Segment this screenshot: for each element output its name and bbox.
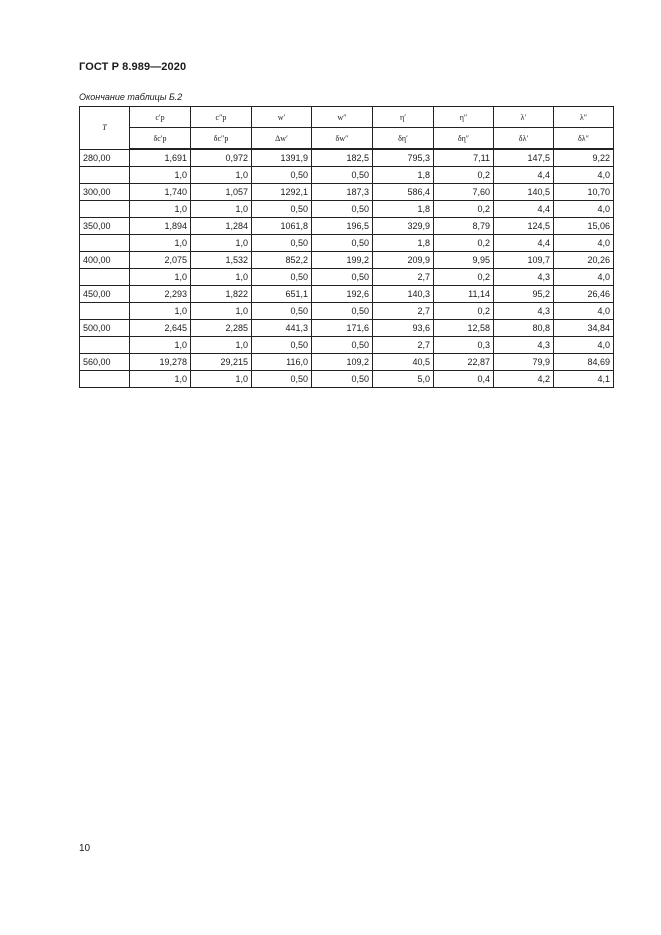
value-cell: 4,0 bbox=[554, 269, 614, 286]
table-row bbox=[80, 218, 614, 235]
temperature-cell bbox=[80, 337, 130, 354]
value-cell: 0,2 bbox=[434, 303, 494, 320]
value-cell: 2,293 bbox=[130, 286, 191, 303]
header-cell: Δw′ bbox=[252, 128, 312, 150]
header-cell: w′ bbox=[252, 107, 312, 128]
value-cell: 1,057 bbox=[191, 184, 252, 201]
value-cell: 182,5 bbox=[312, 149, 373, 167]
value-cell: 4,3 bbox=[494, 269, 554, 286]
value-cell: 0,50 bbox=[252, 371, 312, 388]
value-cell: 2,075 bbox=[130, 252, 191, 269]
table-row bbox=[80, 320, 614, 337]
value-cell: 0,972 bbox=[191, 149, 252, 167]
temperature-cell: 300,00 bbox=[80, 184, 130, 201]
value-cell: 0,50 bbox=[312, 303, 373, 320]
value-cell: 0,50 bbox=[252, 167, 312, 184]
temperature-cell: 280,00 bbox=[80, 149, 130, 167]
value-cell: 852,2 bbox=[252, 252, 312, 269]
value-cell: 1391,9 bbox=[252, 149, 312, 167]
value-cell: 95,2 bbox=[494, 286, 554, 303]
value-cell: 116,0 bbox=[252, 354, 312, 371]
table-row bbox=[80, 201, 614, 218]
value-cell: 4,3 bbox=[494, 303, 554, 320]
value-cell: 0,50 bbox=[252, 303, 312, 320]
value-cell: 19,278 bbox=[130, 354, 191, 371]
value-cell: 0,50 bbox=[312, 201, 373, 218]
table-row bbox=[80, 252, 614, 269]
table-row bbox=[80, 235, 614, 252]
value-cell: 79,9 bbox=[494, 354, 554, 371]
value-cell: 1,0 bbox=[130, 303, 191, 320]
value-cell: 22,87 bbox=[434, 354, 494, 371]
value-cell: 1,0 bbox=[191, 337, 252, 354]
header-cell: λ″ bbox=[554, 107, 614, 128]
temperature-cell bbox=[80, 269, 130, 286]
value-cell: 20,26 bbox=[554, 252, 614, 269]
value-cell: 12,58 bbox=[434, 320, 494, 337]
value-cell: 80,8 bbox=[494, 320, 554, 337]
value-cell: 795,3 bbox=[373, 149, 434, 167]
value-cell: 1,691 bbox=[130, 149, 191, 167]
value-cell: 4,0 bbox=[554, 201, 614, 218]
temperature-cell: 400,00 bbox=[80, 252, 130, 269]
table-row bbox=[80, 303, 614, 320]
value-cell: 2,7 bbox=[373, 337, 434, 354]
value-cell: 4,4 bbox=[494, 235, 554, 252]
value-cell: 0,50 bbox=[312, 235, 373, 252]
value-cell: 4,0 bbox=[554, 303, 614, 320]
value-cell: 1,8 bbox=[373, 201, 434, 218]
value-cell: 0,50 bbox=[312, 167, 373, 184]
header-row-top bbox=[80, 107, 614, 128]
header-cell: c″p bbox=[191, 107, 252, 128]
value-cell: 4,4 bbox=[494, 167, 554, 184]
value-cell: 1,740 bbox=[130, 184, 191, 201]
value-cell: 1,8 bbox=[373, 235, 434, 252]
header-cell: δc′p bbox=[130, 128, 191, 150]
temperature-cell bbox=[80, 167, 130, 184]
temperature-cell: 500,00 bbox=[80, 320, 130, 337]
value-cell: 1,0 bbox=[130, 337, 191, 354]
value-cell: 1,0 bbox=[191, 303, 252, 320]
value-cell: 84,69 bbox=[554, 354, 614, 371]
header-cell: w″ bbox=[312, 107, 373, 128]
value-cell: 441,3 bbox=[252, 320, 312, 337]
value-cell: 9,95 bbox=[434, 252, 494, 269]
value-cell: 1,0 bbox=[130, 269, 191, 286]
value-cell: 4,1 bbox=[554, 371, 614, 388]
value-cell: 0,50 bbox=[252, 337, 312, 354]
header-cell: δλ′ bbox=[494, 128, 554, 150]
value-cell: 1,0 bbox=[130, 235, 191, 252]
value-cell: 10,70 bbox=[554, 184, 614, 201]
value-cell: 1,0 bbox=[191, 235, 252, 252]
value-cell: 4,0 bbox=[554, 167, 614, 184]
value-cell: 0,50 bbox=[312, 337, 373, 354]
value-cell: 1,0 bbox=[191, 269, 252, 286]
header-t: T bbox=[80, 107, 130, 150]
header-cell: λ′ bbox=[494, 107, 554, 128]
value-cell: 0,50 bbox=[312, 371, 373, 388]
value-cell: 15,06 bbox=[554, 218, 614, 235]
header-cell: δc″p bbox=[191, 128, 252, 150]
value-cell: 1,894 bbox=[130, 218, 191, 235]
value-cell: 34,84 bbox=[554, 320, 614, 337]
value-cell: 29,215 bbox=[191, 354, 252, 371]
value-cell: 1,0 bbox=[191, 167, 252, 184]
value-cell: 140,3 bbox=[373, 286, 434, 303]
header-cell: δη′ bbox=[373, 128, 434, 150]
table-row bbox=[80, 269, 614, 286]
temperature-cell bbox=[80, 371, 130, 388]
value-cell: 40,5 bbox=[373, 354, 434, 371]
table-row bbox=[80, 167, 614, 184]
value-cell: 4,0 bbox=[554, 235, 614, 252]
temperature-cell: 350,00 bbox=[80, 218, 130, 235]
temperature-cell: 450,00 bbox=[80, 286, 130, 303]
header-cell: δη″ bbox=[434, 128, 494, 150]
value-cell: 2,645 bbox=[130, 320, 191, 337]
value-cell: 1,284 bbox=[191, 218, 252, 235]
value-cell: 1,0 bbox=[130, 371, 191, 388]
table-row bbox=[80, 371, 614, 388]
value-cell: 1,532 bbox=[191, 252, 252, 269]
value-cell: 140,5 bbox=[494, 184, 554, 201]
value-cell: 1,8 bbox=[373, 167, 434, 184]
value-cell: 0,50 bbox=[252, 269, 312, 286]
value-cell: 4,3 bbox=[494, 337, 554, 354]
value-cell: 0,4 bbox=[434, 371, 494, 388]
value-cell: 0,2 bbox=[434, 235, 494, 252]
value-cell: 171,6 bbox=[312, 320, 373, 337]
value-cell: 2,285 bbox=[191, 320, 252, 337]
table-row bbox=[80, 354, 614, 371]
header-row-bottom bbox=[80, 128, 614, 150]
value-cell: 0,50 bbox=[312, 269, 373, 286]
value-cell: 1,0 bbox=[191, 201, 252, 218]
value-cell: 4,0 bbox=[554, 337, 614, 354]
table-row bbox=[80, 149, 614, 167]
value-cell: 93,6 bbox=[373, 320, 434, 337]
value-cell: 124,5 bbox=[494, 218, 554, 235]
value-cell: 0,2 bbox=[434, 167, 494, 184]
value-cell: 1292,1 bbox=[252, 184, 312, 201]
value-cell: 187,3 bbox=[312, 184, 373, 201]
value-cell: 329,9 bbox=[373, 218, 434, 235]
value-cell: 209,9 bbox=[373, 252, 434, 269]
header-cell: δλ″ bbox=[554, 128, 614, 150]
value-cell: 0,3 bbox=[434, 337, 494, 354]
page-number: 10 bbox=[79, 843, 91, 854]
temperature-cell: 560,00 bbox=[80, 354, 130, 371]
value-cell: 8,79 bbox=[434, 218, 494, 235]
table-row bbox=[80, 184, 614, 201]
value-cell: 2,7 bbox=[373, 303, 434, 320]
value-cell: 0,50 bbox=[252, 235, 312, 252]
value-cell: 0,2 bbox=[434, 269, 494, 286]
value-cell: 196,5 bbox=[312, 218, 373, 235]
header-cell: η′ bbox=[373, 107, 434, 128]
value-cell: 199,2 bbox=[312, 252, 373, 269]
value-cell: 586,4 bbox=[373, 184, 434, 201]
value-cell: 0,50 bbox=[252, 201, 312, 218]
value-cell: 1,0 bbox=[130, 201, 191, 218]
value-cell: 147,5 bbox=[494, 149, 554, 167]
value-cell: 1,822 bbox=[191, 286, 252, 303]
value-cell: 109,7 bbox=[494, 252, 554, 269]
value-cell: 11,14 bbox=[434, 286, 494, 303]
value-cell: 109,2 bbox=[312, 354, 373, 371]
value-cell: 26,46 bbox=[554, 286, 614, 303]
temperature-cell bbox=[80, 235, 130, 252]
value-cell: 0,2 bbox=[434, 201, 494, 218]
value-cell: 5,0 bbox=[373, 371, 434, 388]
value-cell: 1,0 bbox=[191, 371, 252, 388]
table-body bbox=[80, 149, 614, 388]
value-cell: 4,4 bbox=[494, 201, 554, 218]
value-cell: 9,22 bbox=[554, 149, 614, 167]
table-caption: Окончание таблицы Б.2 bbox=[79, 92, 183, 102]
value-cell: 192,6 bbox=[312, 286, 373, 303]
temperature-cell bbox=[80, 303, 130, 320]
value-cell: 7,11 bbox=[434, 149, 494, 167]
header-cell: η″ bbox=[434, 107, 494, 128]
value-cell: 2,7 bbox=[373, 269, 434, 286]
value-cell: 1061,8 bbox=[252, 218, 312, 235]
value-cell: 1,0 bbox=[130, 167, 191, 184]
table-row bbox=[80, 286, 614, 303]
header-cell: δw″ bbox=[312, 128, 373, 150]
value-cell: 7,60 bbox=[434, 184, 494, 201]
table-row bbox=[80, 337, 614, 354]
temperature-cell bbox=[80, 201, 130, 218]
value-cell: 651,1 bbox=[252, 286, 312, 303]
value-cell: 4,2 bbox=[494, 371, 554, 388]
data-table bbox=[79, 106, 614, 388]
document-header: ГОСТ Р 8.989—2020 bbox=[79, 61, 187, 73]
header-cell: c′p bbox=[130, 107, 191, 128]
